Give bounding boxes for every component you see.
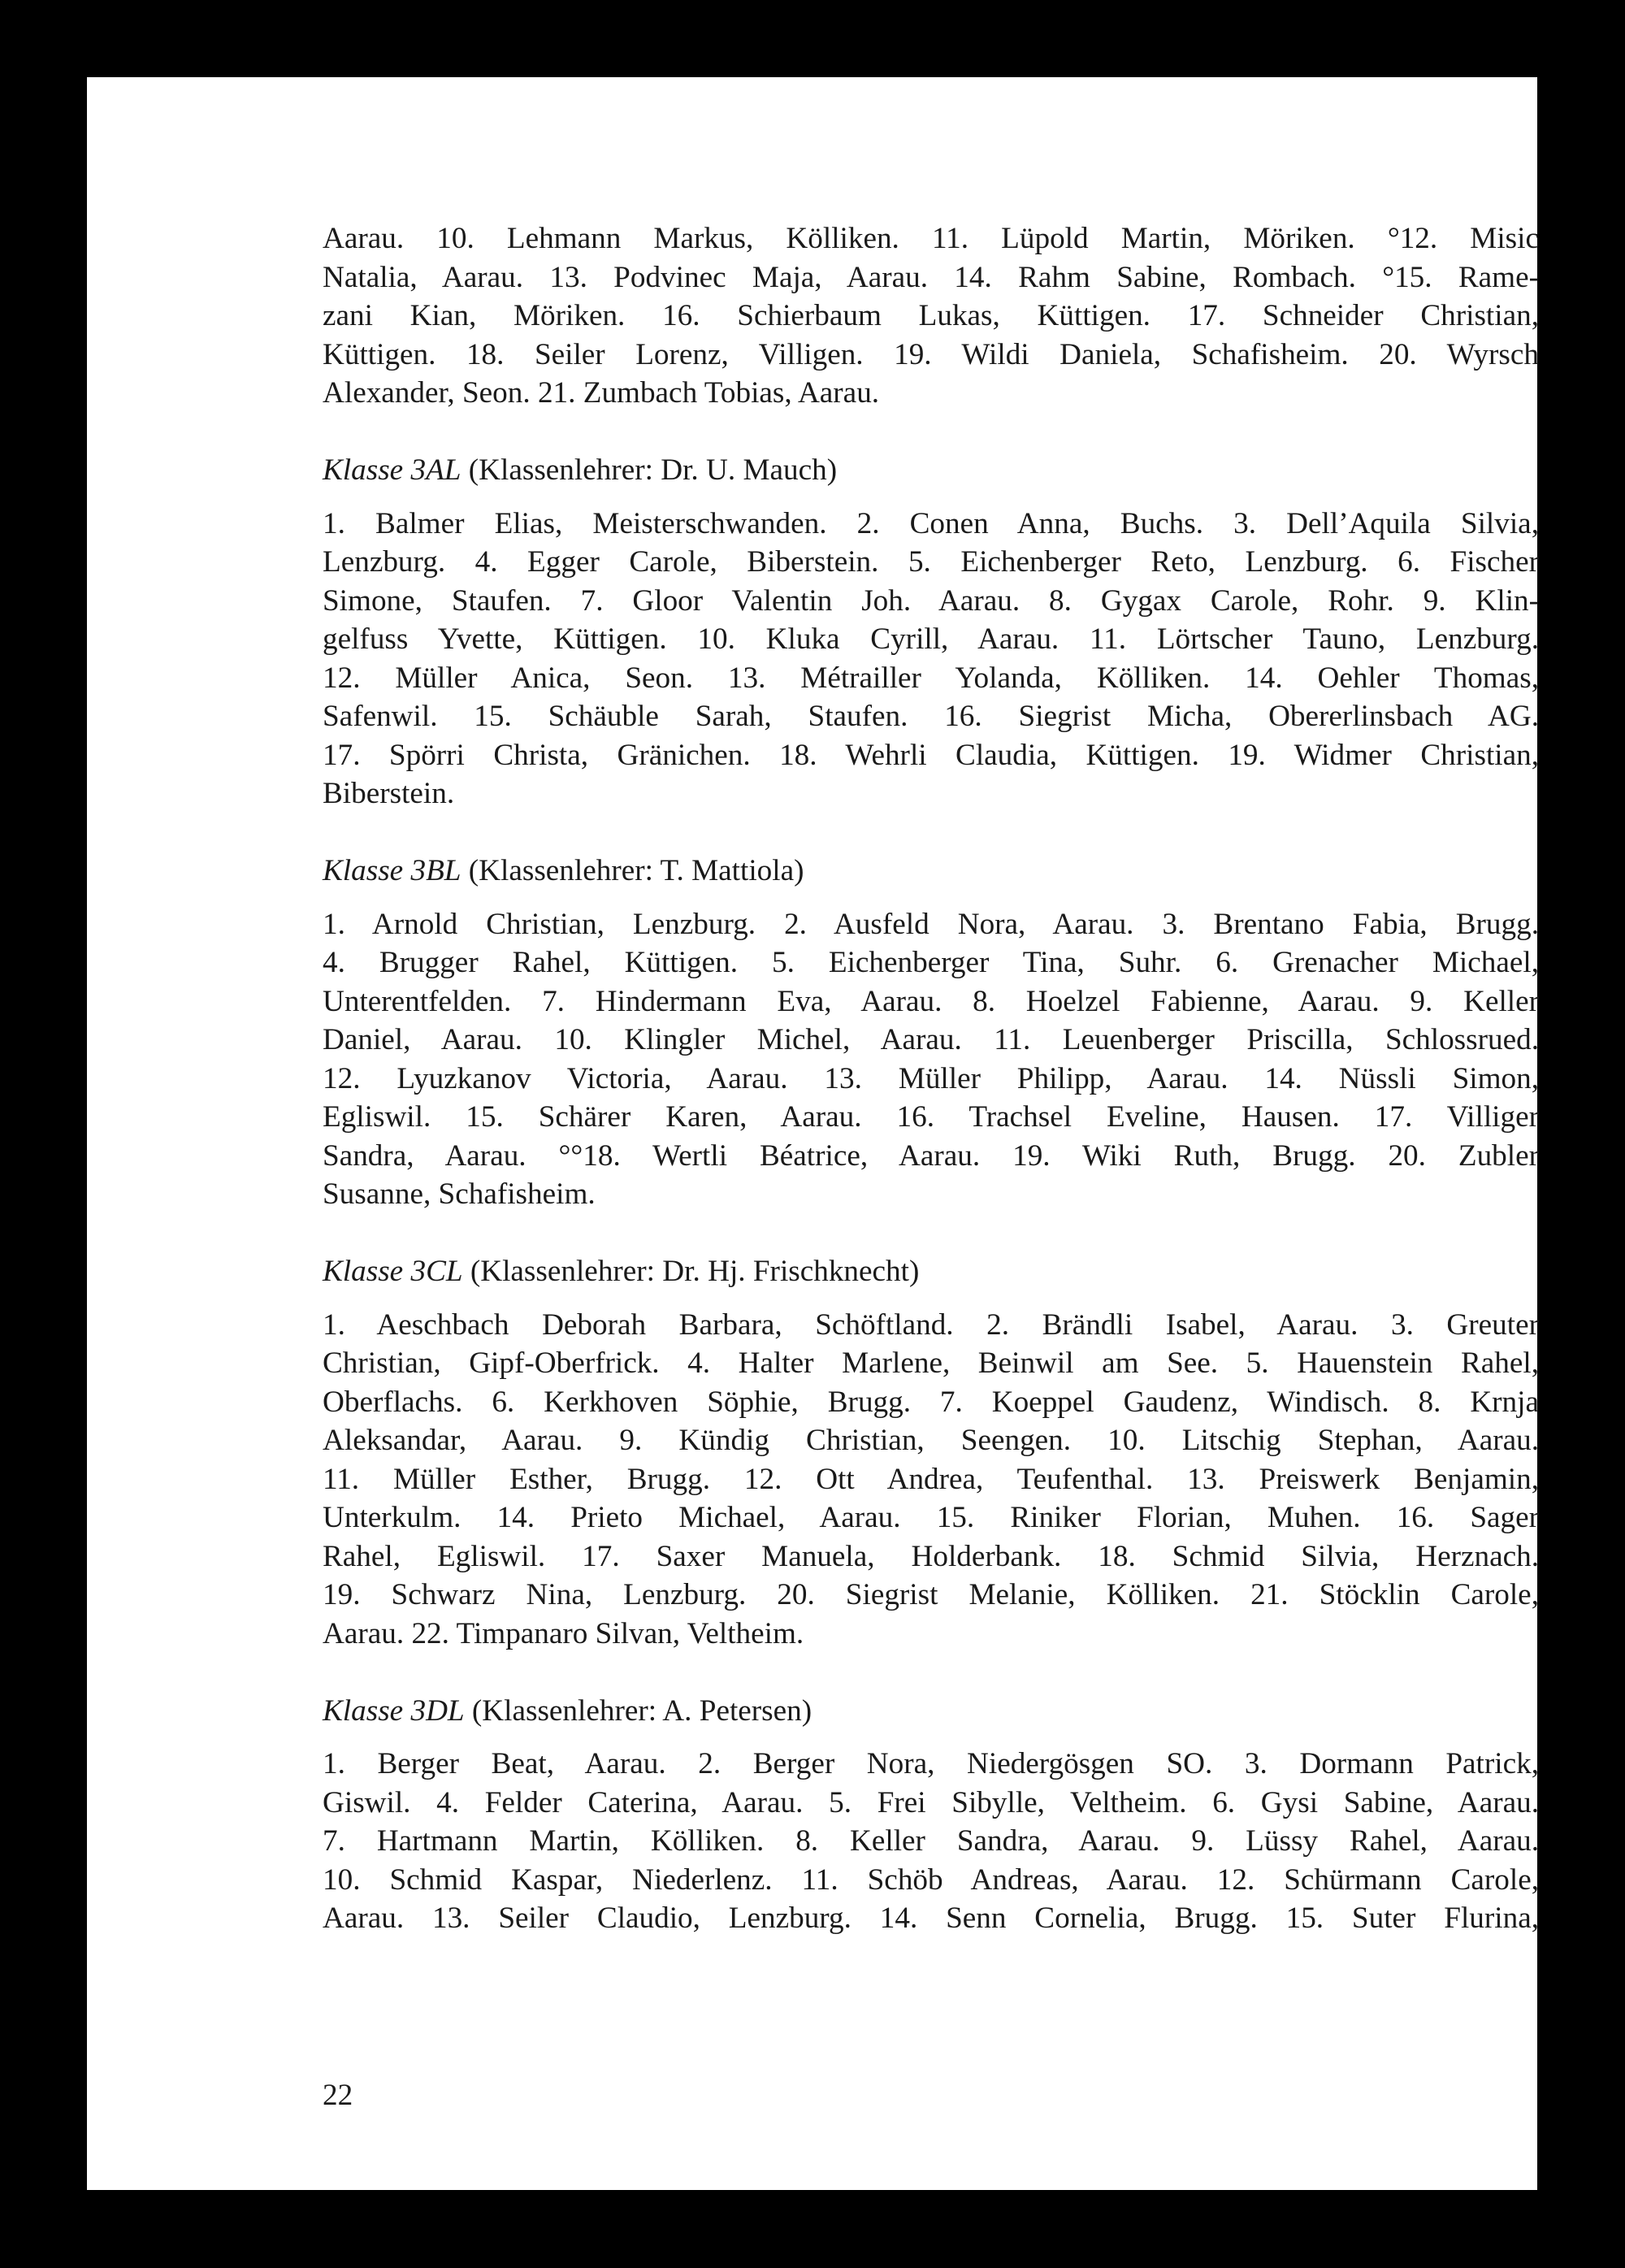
text-line: 1. Arnold Christian, Lenzburg. 2. Ausfeld Nora, Aarau. 3. Brentano Fabia, Brugg. xyxy=(323,907,1539,941)
class-label: Klasse 3DL xyxy=(323,1693,465,1728)
text-line: Biberstein. xyxy=(323,777,455,810)
class-list-content xyxy=(323,219,1539,1938)
text-line: Oberflachs. 6. Kerkhoven Söphie, Brugg. 7. Koeppel Gaudenz, Windisch. 8. Krnja xyxy=(323,1385,1539,1419)
text-line: Küttigen. 18. Seiler Lorenz, Villigen. 19. Wildi Daniela, Schafisheim. 20. Wyrsch xyxy=(323,337,1539,371)
text-line: Unterentfelden. 7. Hindermann Eva, Aarau. 8. Hoelzel Fabienne, Aarau. 9. Keller xyxy=(323,984,1539,1018)
class-heading-3cl xyxy=(323,1252,1539,1291)
class-teacher: (Klassenlehrer: A. Petersen) xyxy=(471,1693,812,1728)
student-list-continued xyxy=(323,219,1539,413)
text-line: Christian, Gipf-Oberfrick. 4. Halter Marlene, Beinwil am See. 5. Hauenstein Rahel, xyxy=(323,1346,1539,1380)
document-page xyxy=(87,77,1537,2190)
text-line: 19. Schwarz Nina, Lenzburg. 20. Siegrist Melanie, Kölliken. 21. Stöcklin Carole, xyxy=(323,1578,1539,1611)
text-line: Safenwil. 15. Schäuble Sarah, Staufen. 16. Siegrist Micha, Obererlinsbach AG. xyxy=(323,700,1539,733)
text-line: 4. Brugger Rahel, Küttigen. 5. Eichenberger Tina, Suhr. 6. Grenacher Michael, xyxy=(323,946,1539,979)
text-line: Simone, Staufen. 7. Gloor Valentin Joh. Aarau. 8. Gygax Carole, Rohr. 9. Klin- xyxy=(323,583,1539,618)
text-line: Aarau. 10. Lehmann Markus, Kölliken. 11. Lüpold Martin, Möriken. °12. Misic xyxy=(323,222,1539,255)
text-line: Giswil. 4. Felder Caterina, Aarau. 5. Frei Sibylle, Veltheim. 6. Gysi Sabine, Aarau. xyxy=(323,1785,1539,1819)
class-teacher: (Klassenlehrer: Dr. U. Mauch) xyxy=(468,453,838,487)
text-line: Lenzburg. 4. Egger Carole, Biberstein. 5. Eichenberger Reto, Lenzburg. 6. Fischer xyxy=(323,545,1539,579)
student-list-3al xyxy=(323,505,1539,813)
text-line: zani Kian, Möriken. 16. Schierbaum Lukas, Küttigen. 17. Schneider Christian, xyxy=(323,299,1539,332)
class-teacher: (Klassenlehrer: Dr. Hj. Frischknecht) xyxy=(470,1255,920,1288)
student-list-3cl xyxy=(323,1306,1539,1654)
text-line: Egliswil. 15. Schärer Karen, Aarau. 16. Trachsel Eveline, Hausen. 17. Villiger xyxy=(323,1100,1539,1134)
text-line: Unterkulm. 14. Prieto Michael, Aarau. 15. Riniker Florian, Muhen. 16. Sager xyxy=(323,1501,1539,1534)
text-line: 12. Müller Anica, Seon. 13. Métrailler Yolanda, Kölliken. 14. Oehler Thomas, xyxy=(323,661,1539,695)
page-number: 22 xyxy=(323,2079,353,2112)
text-line: 12. Lyuzkanov Victoria, Aarau. 13. Müller Philipp, Aarau. 14. Nüssli Simon, xyxy=(323,1061,1539,1095)
text-line: 1. Aeschbach Deborah Barbara, Schöftland. 2. Brändli Isabel, Aarau. 3. Greuter xyxy=(323,1307,1539,1342)
class-label: Klasse 3BL xyxy=(323,854,462,887)
text-line: 11. Müller Esther, Brugg. 12. Ott Andrea, Teufenthal. 13. Preiswerk Benjamin, xyxy=(323,1462,1539,1496)
text-line: Aarau. 13. Seiler Claudio, Lenzburg. 14. Senn Cornelia, Brugg. 15. Suter Flurina, xyxy=(323,1902,1539,1935)
text-line: gelfuss Yvette, Küttigen. 10. Kluka Cyrill, Aarau. 11. Lörtscher Tauno, Lenzburg. xyxy=(323,622,1539,656)
text-line: Aleksandar, Aarau. 9. Kündig Christian, Seengen. 10. Litschig Stephan, Aarau. xyxy=(323,1424,1539,1457)
text-line: 1. Berger Beat, Aarau. 2. Berger Nora, Niedergösgen SO. 3. Dormann Patrick, xyxy=(323,1747,1539,1780)
student-list-3bl xyxy=(323,905,1539,1214)
text-line: Susanne, Schafisheim. xyxy=(323,1177,596,1211)
student-list-3dl xyxy=(323,1745,1539,1938)
text-line: 10. Schmid Kaspar, Niederlenz. 11. Schöb Andreas, Aarau. 12. Schürmann Carole, xyxy=(323,1863,1539,1897)
text-line: Sandra, Aarau. °°18. Wertli Béatrice, Aarau. 19. Wiki Ruth, Brugg. 20. Zubler xyxy=(323,1138,1539,1173)
class-heading-3dl xyxy=(323,1692,1539,1731)
text-line: Aarau. 22. Timpanaro Silvan, Veltheim. xyxy=(323,1616,804,1650)
text-line: 7. Hartmann Martin, Kölliken. 8. Keller Sandra, Aarau. 9. Lüssy Rahel, Aarau. xyxy=(323,1824,1539,1858)
text-line: 17. Spörri Christa, Gränichen. 18. Wehrli Claudia, Küttigen. 19. Widmer Christian, xyxy=(323,738,1539,772)
text-line: Daniel, Aarau. 10. Klingler Michel, Aarau. 11. Leuenberger Priscilla, Schlossrued. xyxy=(323,1023,1539,1056)
class-heading-3al xyxy=(323,451,1539,490)
text-line: Rahel, Egliswil. 17. Saxer Manuela, Holderbank. 18. Schmid Silvia, Herznach. xyxy=(323,1539,1539,1573)
class-label: Klasse 3CL xyxy=(323,1255,463,1288)
class-heading-3bl xyxy=(323,852,1539,891)
text-line: 1. Balmer Elias, Meisterschwanden. 2. Conen Anna, Buchs. 3. Dell’Aquila Silvia, xyxy=(323,506,1539,540)
text-line: Alexander, Seon. 21. Zumbach Tobias, Aarau. xyxy=(323,376,880,410)
text-line: Natalia, Aarau. 13. Podvinec Maja, Aarau. 14. Rahm Sabine, Rombach. °15. Rame- xyxy=(323,260,1539,294)
class-teacher: (Klassenlehrer: T. Mattiola) xyxy=(468,854,804,887)
class-label: Klasse 3AL xyxy=(323,453,462,487)
